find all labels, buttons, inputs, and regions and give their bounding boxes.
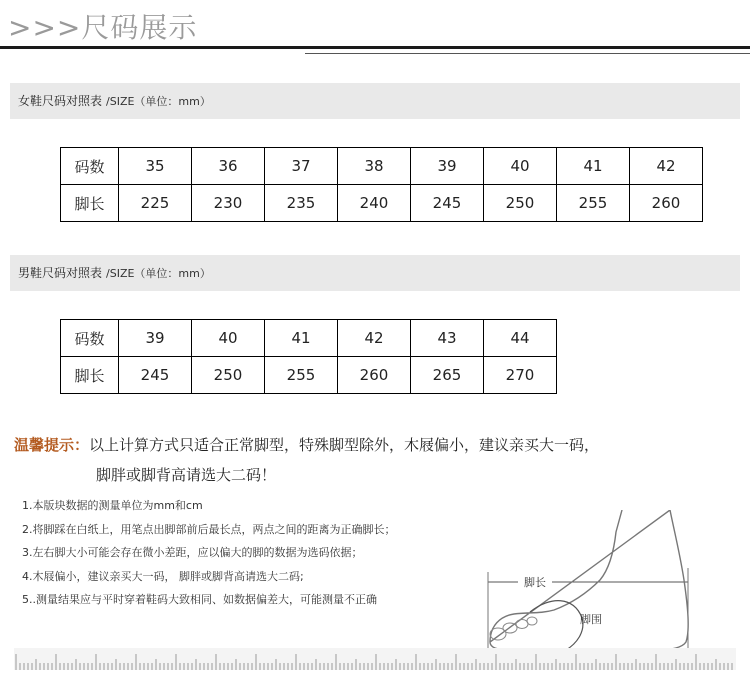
size-cell: 37: [265, 148, 338, 185]
row-label-size: 码数: [61, 148, 119, 185]
toe: [527, 617, 537, 625]
length-cell: 225: [119, 185, 192, 222]
warm-tip: [14, 430, 734, 484]
header-subdivider: [305, 53, 750, 54]
length-cell: 240: [338, 185, 411, 222]
size-cell: 42: [630, 148, 703, 185]
length-cell: 260: [630, 185, 703, 222]
foot-measure-icon: [470, 510, 730, 660]
note-item: 4.木屐偏小，建议亲买大一码， 脚胖或脚背高请选大二码;: [22, 569, 304, 583]
women-size-table: [60, 147, 703, 222]
length-cell: 235: [265, 185, 338, 222]
men-section-bar: [10, 255, 740, 291]
size-cell: 43: [411, 320, 484, 357]
foot-drawing: [470, 510, 730, 660]
tip-label: 温馨提示：: [14, 436, 90, 454]
note-item: 1.本版块数据的测量单位为mm和cm: [22, 499, 203, 512]
page-header: [0, 0, 750, 60]
note-item: 5..测量结果应与平时穿着鞋码大致相同、如数据偏差大，可能测量不正确: [22, 593, 377, 606]
ruler-drawing: [14, 648, 736, 670]
toe: [516, 620, 528, 629]
table-row: [61, 185, 703, 222]
table-row: [61, 148, 703, 185]
size-cell: 36: [192, 148, 265, 185]
girth-label: 脚围: [580, 613, 602, 626]
size-cell: 35: [119, 148, 192, 185]
men-section-unit: /SIZE（单位：mm）: [106, 267, 211, 280]
table-row: [61, 357, 557, 394]
girth-curve: [530, 601, 583, 650]
size-cell: 38: [338, 148, 411, 185]
men-size-table: [60, 319, 557, 394]
measurement-notes: [22, 496, 396, 614]
length-cell: 270: [484, 357, 557, 394]
size-cell: 41: [557, 148, 630, 185]
size-cell: 44: [484, 320, 557, 357]
table-row: [61, 320, 557, 357]
size-cell: 42: [338, 320, 411, 357]
women-section-unit: /SIZE（单位：mm）: [106, 95, 211, 108]
header-divider: [0, 46, 750, 49]
row-label-length: 脚长: [61, 357, 119, 394]
tip-line-2: 脚胖或脚背高请选大二码！: [96, 466, 277, 484]
page-title: >>>尺码展示: [8, 11, 198, 44]
women-section-bar: [10, 83, 740, 119]
length-cell: 245: [119, 357, 192, 394]
size-cell: 39: [119, 320, 192, 357]
ruler: [14, 648, 736, 670]
length-cell: 260: [338, 357, 411, 394]
length-cell: 265: [411, 357, 484, 394]
length-cell: 255: [557, 185, 630, 222]
size-cell: 39: [411, 148, 484, 185]
size-cell: 40: [192, 320, 265, 357]
row-label-size: 码数: [61, 320, 119, 357]
size-cell: 40: [484, 148, 557, 185]
length-cell: 255: [265, 357, 338, 394]
length-cell: 250: [192, 357, 265, 394]
women-section-title: 女鞋尺码对照表: [18, 94, 103, 108]
note-item: 2.将脚踩在白纸上，用笔点出脚部前后最长点，两点之间的距离为正确脚长；: [22, 522, 396, 536]
length-label: 脚长: [524, 576, 546, 589]
size-cell: 41: [265, 320, 338, 357]
row-label-length: 脚长: [61, 185, 119, 222]
tip-line-1: 以上计算方式只适合正常脚型，特殊脚型除外，木屐偏小，建议亲买大一码，: [89, 436, 600, 454]
men-section-title: 男鞋尺码对照表: [18, 266, 103, 280]
note-item: 3.左右脚大小可能会存在微小差距，应以偏大的脚的数据为选码依据；: [22, 546, 363, 559]
length-cell: 250: [484, 185, 557, 222]
length-cell: 245: [411, 185, 484, 222]
length-cell: 230: [192, 185, 265, 222]
